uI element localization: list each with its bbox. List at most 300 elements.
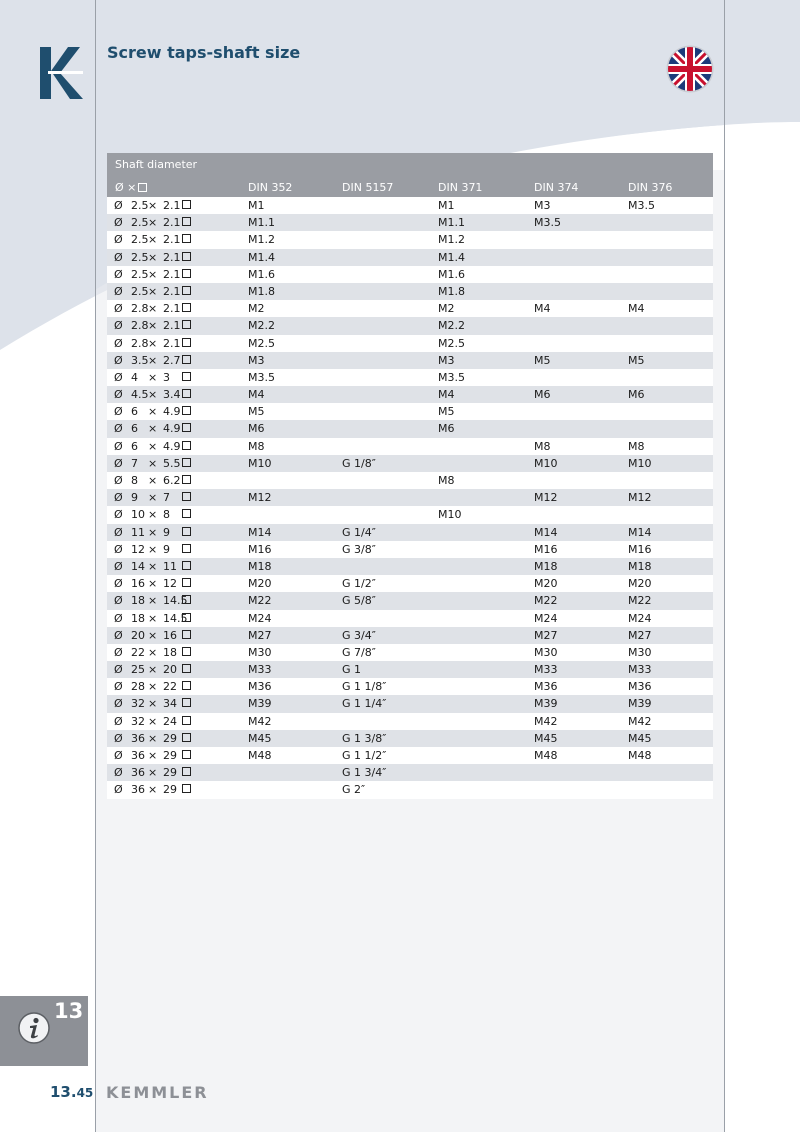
square-icon [182,252,191,261]
table-row [107,197,713,214]
info-icon [18,1012,50,1044]
cell-din371: M6 [438,422,455,436]
diameter-symbol: Ø [114,370,123,384]
table-row [107,661,713,678]
cell-din376: M18 [628,559,652,573]
col-din352: DIN 352 [248,181,293,194]
diameter-symbol: Ø [114,645,123,659]
shaft-diameter: 2.8 [131,302,149,316]
diameter-symbol: Ø [114,611,123,625]
col-din371: DIN 371 [438,181,483,194]
square-size: 9 [163,525,170,539]
table-row [107,386,713,403]
table-row [107,764,713,781]
times-symbol: × [148,284,158,298]
times-symbol: × [148,405,158,419]
diameter-symbol: Ø [114,491,123,505]
square-size: 2.7 [163,353,181,367]
diameter-symbol: Ø [114,216,123,230]
shaft-diameter: 6 [131,405,138,419]
table-row [107,455,713,472]
table-row [107,506,713,523]
table-row [107,403,713,420]
page-number: 13.45 [50,1083,94,1101]
table-row [107,438,713,455]
shaft-diameter: 8 [131,474,138,487]
times-symbol: × [148,645,158,659]
times-symbol: × [148,216,158,230]
table-row [107,317,713,334]
table-row [107,352,713,369]
square-icon [182,767,191,776]
cell-din352: M2.5 [248,336,275,350]
square-size: 6.2 [163,474,181,487]
shaft-diameter: 16 [131,577,145,591]
times-symbol: × [148,336,158,350]
cell-din376: M24 [628,611,652,625]
shaft-diameter: 20 [131,628,145,642]
cell-din374: M12 [534,491,558,505]
cell-din376: M4 [628,302,645,316]
cell-din374: M42 [534,714,558,728]
square-icon [182,716,191,725]
times-symbol: × [148,233,158,247]
table-row [107,214,713,231]
square-icon [182,750,191,759]
table-row [107,592,713,609]
times-symbol: × [148,439,158,453]
square-size: 2.1 [163,336,181,350]
diameter-symbol: Ø [114,199,123,212]
square-icon [182,475,191,484]
shaft-diameter: 6 [131,439,138,453]
shaft-diameter: 36 [131,783,145,797]
shaft-diameter: 36 [131,766,145,780]
square-size: 12 [163,577,177,591]
square-icon [182,200,191,209]
table-row [107,730,713,747]
shaft-diameter: 6 [131,422,138,436]
cell-din376: M8 [628,439,645,453]
square-icon [182,613,191,622]
table-row [107,283,713,300]
times-symbol: × [148,456,158,470]
cell-din374: M8 [534,439,551,453]
square-icon [182,561,191,570]
times-symbol: × [148,663,158,677]
diameter-symbol: Ø [114,508,123,522]
cell-din374: M14 [534,525,558,539]
cell-din374: M27 [534,628,558,642]
cell-din371: M8 [438,474,455,487]
square-icon [182,595,191,604]
table-row [107,300,713,317]
table-row [107,335,713,352]
cell-din352: M6 [248,422,265,436]
square-icon [182,338,191,347]
times-symbol: × [148,611,158,625]
cell-din5157: G 3/8″ [342,542,376,556]
cell-din371: M1.4 [438,250,465,264]
times-symbol: × [148,680,158,694]
square-size: 34 [163,697,177,711]
cell-din371: M1.2 [438,233,465,247]
cell-din371: M3 [438,353,455,367]
cell-din376: M39 [628,697,652,711]
square-icon [182,458,191,467]
square-icon [182,406,191,415]
cell-din352: M5 [248,405,265,419]
cell-din374: M10 [534,456,558,470]
cell-din371: M4 [438,388,455,402]
cell-din352: M8 [248,439,265,453]
cell-din352: M2 [248,302,265,316]
times-symbol: × [148,697,158,711]
cell-din374: M20 [534,577,558,591]
col-din374: DIN 374 [534,181,579,194]
square-icon [182,544,191,553]
square-size: 29 [163,749,177,762]
square-size: 4.9 [163,439,181,453]
times-symbol: × [148,783,158,797]
square-size: 16 [163,628,177,642]
cell-din376: M27 [628,628,652,642]
cell-din352: M42 [248,714,272,728]
kemmler-logo-icon [40,47,84,99]
square-icon [138,183,147,192]
square-size: 2.1 [163,267,181,281]
cell-din352: M27 [248,628,272,642]
cell-din371: M2.5 [438,336,465,350]
square-size: 9 [163,542,170,556]
times-symbol: × [148,731,158,745]
cell-din352: M39 [248,697,272,711]
table-row [107,695,713,712]
square-icon [182,372,191,381]
times-symbol: × [148,267,158,281]
cell-din371: M1.6 [438,267,465,281]
times-symbol: × [148,388,158,402]
table-row [107,747,713,764]
table-row [107,558,713,575]
times-symbol: × [148,353,158,367]
square-size: 2.1 [163,319,181,333]
table-row [107,644,713,661]
table-row [107,678,713,695]
cell-din352: M1 [248,199,265,212]
cell-din374: M16 [534,542,558,556]
cell-din5157: G 2″ [342,783,366,797]
square-size: 4.9 [163,405,181,419]
diameter-symbol: Ø [114,525,123,539]
table-row [107,249,713,266]
diameter-symbol: Ø [114,336,123,350]
diameter-symbol: Ø [114,353,123,367]
diameter-symbol: Ø [114,233,123,247]
cell-din374: M45 [534,731,558,745]
shaft-diameter: 7 [131,456,138,470]
cell-din376: M20 [628,577,652,591]
shaft-diameter: 4 [131,370,138,384]
times-symbol: × [148,370,158,384]
diameter-symbol: Ø [114,405,123,419]
square-icon [182,269,191,278]
shaft-diameter: 12 [131,542,145,556]
square-icon [182,355,191,364]
cell-din5157: G 1/2″ [342,577,376,591]
square-icon [182,733,191,742]
cell-din376: M42 [628,714,652,728]
cell-din352: M20 [248,577,272,591]
square-size: 24 [163,714,177,728]
cell-din352: M4 [248,388,265,402]
cell-din374: M3.5 [534,216,561,230]
table-row [107,781,713,798]
times-symbol: × [148,542,158,556]
table-row [107,472,713,489]
right-rule [724,0,725,1132]
square-size: 2.1 [163,233,181,247]
cell-din376: M3.5 [628,199,655,212]
shaft-diameter: 10 [131,508,145,522]
times-symbol: × [148,422,158,436]
square-size: 2.1 [163,250,181,264]
cell-din5157: G 1/8″ [342,456,376,470]
diameter-symbol: Ø [114,284,123,298]
square-icon [182,303,191,312]
diameter-symbol: Ø [114,731,123,745]
times-symbol: × [148,199,158,212]
cell-din352: M2.2 [248,319,275,333]
shaft-size-table [107,153,713,799]
diameter-symbol: Ø [114,542,123,556]
left-rule [95,0,96,1132]
times-symbol: × [148,474,158,487]
cell-din352: M33 [248,663,272,677]
square-size: 18 [163,645,177,659]
shaft-diameter: 2.5 [131,199,149,212]
diameter-symbol: Ø [114,474,123,487]
table-row [107,231,713,248]
cell-din376: M5 [628,353,645,367]
square-icon [182,681,191,690]
cell-din371: M1 [438,199,455,212]
square-size: 29 [163,766,177,780]
cell-din352: M48 [248,749,272,762]
times-symbol: × [148,508,158,522]
cell-din376: M22 [628,594,652,608]
cell-din376: M36 [628,680,652,694]
cell-din374: M22 [534,594,558,608]
cell-din376: M30 [628,645,652,659]
square-size: 3.4 [163,388,181,402]
cell-din352: M36 [248,680,272,694]
cell-din352: M1.6 [248,267,275,281]
square-size: 2.1 [163,199,181,212]
diameter-symbol: Ø [114,680,123,694]
shaft-diameter: 18 [131,611,145,625]
times-symbol: × [148,766,158,780]
square-size: 2.1 [163,284,181,298]
square-size: 8 [163,508,170,522]
col-din5157: DIN 5157 [342,181,394,194]
square-size: 29 [163,783,177,797]
cell-din352: M14 [248,525,272,539]
square-icon [182,286,191,295]
square-size: 7 [163,491,170,505]
cell-din5157: G 5/8″ [342,594,376,608]
cell-din352: M10 [248,456,272,470]
times-symbol: × [148,491,158,505]
cell-din352: M3.5 [248,370,275,384]
times-symbol: × [148,577,158,591]
times-symbol: × [148,559,158,573]
cell-din376: M10 [628,456,652,470]
diameter-symbol: Ø [114,628,123,642]
cell-din376: M6 [628,388,645,402]
diameter-symbol: Ø [114,749,123,762]
cell-din5157: G 1 1/8″ [342,680,387,694]
square-size: 4.9 [163,422,181,436]
shaft-diameter: 32 [131,714,145,728]
times-symbol: × [148,302,158,316]
square-size: 20 [163,663,177,677]
shaft-diameter: 2.8 [131,319,149,333]
table-header [107,153,713,197]
square-icon [182,423,191,432]
diameter-symbol: Ø [114,577,123,591]
square-size: 22 [163,680,177,694]
times-symbol: × [148,749,158,762]
square-icon [182,509,191,518]
cell-din5157: G 1 1/2″ [342,749,387,762]
shaft-diameter: 18 [131,594,145,608]
table-row [107,713,713,730]
diameter-symbol: Ø [114,594,123,608]
diameter-symbol: Ø [114,714,123,728]
square-icon [182,630,191,639]
diameter-symbol: Ø [114,302,123,316]
cell-din371: M5 [438,405,455,419]
cell-din5157: G 7/8″ [342,645,376,659]
shaft-diameter: 2.5 [131,267,149,281]
times-symbol: × [148,714,158,728]
diameter-symbol: Ø [114,250,123,264]
times-symbol: × [148,628,158,642]
shaft-diameter: 2.5 [131,284,149,298]
times-symbol: × [148,594,158,608]
cell-din374: M4 [534,302,551,316]
cell-din352: M16 [248,542,272,556]
square-size: 29 [163,731,177,745]
shaft-diameter: 2.5 [131,233,149,247]
cell-din352: M12 [248,491,272,505]
table-row [107,420,713,437]
diameter-symbol: Ø [114,456,123,470]
brand-name: KEMMLER [106,1083,209,1102]
cell-din5157: G 1/4″ [342,525,376,539]
cell-din5157: G 1 3/4″ [342,766,387,780]
cell-din374: M36 [534,680,558,694]
cell-din5157: G 1 1/4″ [342,697,387,711]
cell-din371: M1.8 [438,284,465,298]
shaft-diameter: 11 [131,525,145,539]
times-symbol: × [148,250,158,264]
square-icon [182,784,191,793]
cell-din5157: G 1 3/8″ [342,731,387,745]
square-size: 2.1 [163,302,181,316]
square-icon [182,492,191,501]
cell-din376: M12 [628,491,652,505]
shaft-diameter: 2.5 [131,216,149,230]
diameter-symbol: Ø [114,422,123,436]
col-din376: DIN 376 [628,181,673,194]
square-icon [182,647,191,656]
square-icon [182,441,191,450]
shaft-diameter: 32 [131,697,145,711]
cell-din371: M1.1 [438,216,465,230]
cell-din352: M24 [248,611,272,625]
cell-din352: M30 [248,645,272,659]
square-icon [182,320,191,329]
square-size: 2.1 [163,216,181,230]
times-symbol: × [148,319,158,333]
diameter-symbol: Ø [114,783,123,797]
cell-din352: M1.1 [248,216,275,230]
diameter-symbol: Ø [114,559,123,573]
diameter-symbol: Ø [114,766,123,780]
shaft-diameter: 25 [131,663,145,677]
table-row [107,575,713,592]
table-row [107,541,713,558]
diameter-symbol: Ø [114,267,123,281]
square-size: 5.5 [163,456,181,470]
cell-din352: M22 [248,594,272,608]
cell-din376: M33 [628,663,652,677]
cell-din371: M3.5 [438,370,465,384]
shaft-diameter: 9 [131,491,138,505]
cell-din376: M48 [628,749,652,762]
cell-din352: M3 [248,353,265,367]
group-label: Shaft diameter [115,158,198,171]
cell-din371: M10 [438,508,462,522]
cell-din5157: G 1 [342,663,362,677]
cell-din371: M2 [438,302,455,316]
square-icon [182,698,191,707]
shaft-diameter: 36 [131,731,145,745]
cell-din374: M24 [534,611,558,625]
cell-din352: M1.4 [248,250,275,264]
square-icon [182,578,191,587]
cell-din374: M39 [534,697,558,711]
cell-din352: M45 [248,731,272,745]
table-row [107,369,713,386]
table-row [107,524,713,541]
square-size: 14.5 [163,611,188,625]
table-row [107,266,713,283]
cell-din374: M6 [534,388,551,402]
cell-din376: M45 [628,731,652,745]
shaft-diameter: 14 [131,559,145,573]
square-icon [182,527,191,536]
table-row [107,627,713,644]
page-title: Screw taps-shaft size [107,43,301,62]
cell-din352: M1.2 [248,233,275,247]
square-size: 11 [163,559,177,573]
table-body [107,197,713,799]
uk-flag-icon [666,45,714,93]
square-size: 14.5 [163,594,188,608]
